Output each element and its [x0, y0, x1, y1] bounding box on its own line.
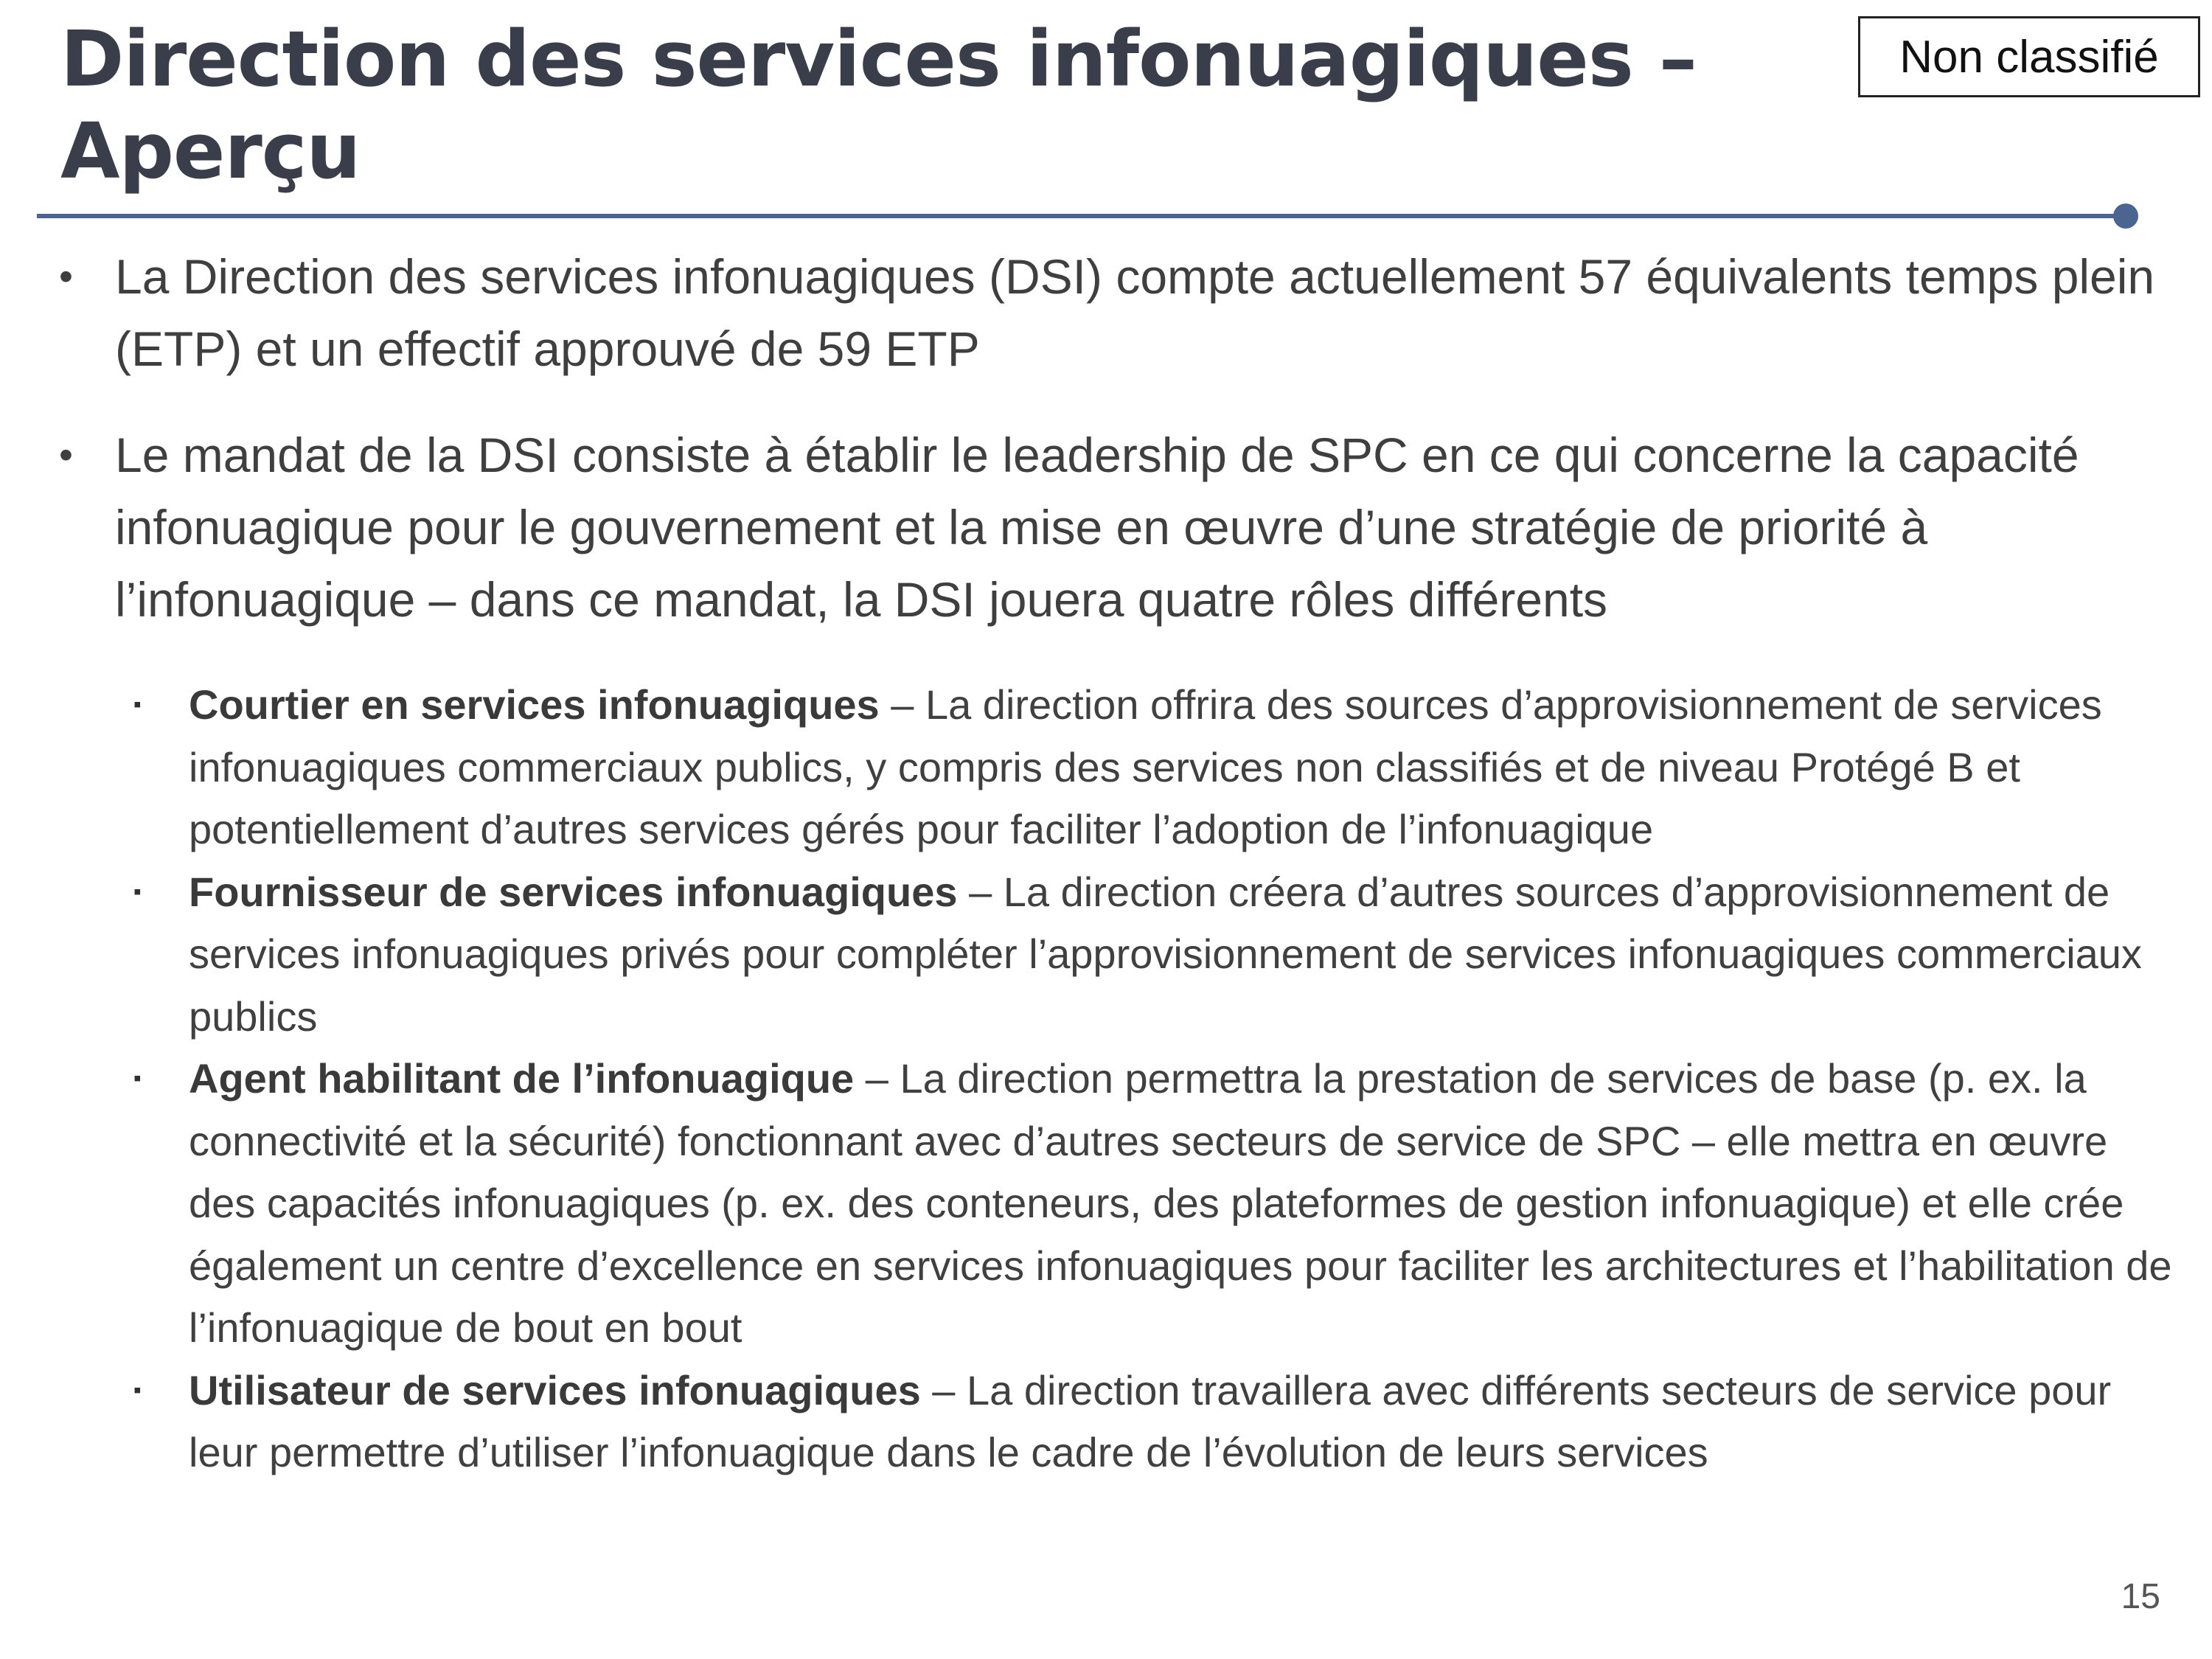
title-divider	[37, 214, 2124, 218]
sub-bullet-marker: ▪	[133, 1066, 142, 1091]
sub-bullet-marker: ▪	[133, 879, 142, 904]
role-description: – La direction offrira des sources d’approvisionnement de services infonuagiques commerciaux publics, y compris des services non classifiés et de niveau Protégé B et potentiellement d’autres services gérés pour faciliter l’adoption de l’infonuagique	[189, 681, 2102, 852]
role-item-enabler	[133, 1048, 2183, 1360]
bullet-staffing	[59, 240, 2183, 385]
role-term: Agent habilitant de l’infonuagique	[189, 1055, 855, 1102]
role-item-broker	[133, 674, 2183, 861]
role-term: Utilisateur de services infonuagiques	[189, 1366, 921, 1413]
role-description: – La direction travaillera avec différents secteurs de service pour leur permettre d’utiliser l’infonuagique dans le cadre de l’évolution de leurs services	[189, 1366, 2112, 1475]
role-item-provider	[133, 861, 2183, 1048]
role-description: – La direction créera d’autres sources d’approvisionnement de services infonuagiques privés pour compléter l’approvisionnement de services infonuagiques commerciaux publics	[189, 868, 2142, 1040]
bullet-marker: •	[59, 433, 73, 477]
bullet-mandate	[59, 419, 2183, 636]
slide-title: Direction des services infonuagiques – Aperçu	[60, 14, 1697, 196]
role-description: – La direction permettra la prestation de services de base (p. ex. la connectivité et la sécurité) fonctionnant avec d’autres secteurs de service de SPC – elle mettra en œuvre des capacités infonuagiques (p. ex. des conteneurs, des plateformes de gestion infonuagique) et elle crée également un centre d’excellence en services infonuagiques pour faciliter les architectures et l’habilitation de l’infonuagique de bout en bout	[189, 1055, 2172, 1351]
role-term: Courtier en services infonuagiques	[189, 681, 880, 728]
sub-bullet-marker: ▪	[133, 692, 142, 717]
role-term: Fournisseur de services infonuagiques	[189, 868, 958, 915]
bullet-text: Le mandat de la DSI consiste à établir le leadership de SPC en ce qui concerne la capacité infonuagique pour le gouvernement et la mise en œuvre d’une stratégie de priorité à l’infonuagique – dans ce mandat, la DSI jouera quatre rôles différents	[115, 428, 2079, 627]
divider-end-dot	[2113, 204, 2138, 229]
sub-bullet-marker: ▪	[133, 1377, 142, 1402]
page-number: 15	[2121, 1577, 2160, 1616]
roles-list	[59, 674, 2183, 1484]
classification-badge: Non classifié	[1858, 16, 2200, 97]
bullet-marker: •	[59, 254, 73, 299]
slide-content	[59, 240, 2183, 1484]
role-item-user	[133, 1360, 2183, 1484]
bullet-text: La Direction des services infonuagiques (DSI) compte actuellement 57 équivalents temps plein (ETP) et un effectif approuvé de 59 ETP	[115, 249, 2155, 376]
